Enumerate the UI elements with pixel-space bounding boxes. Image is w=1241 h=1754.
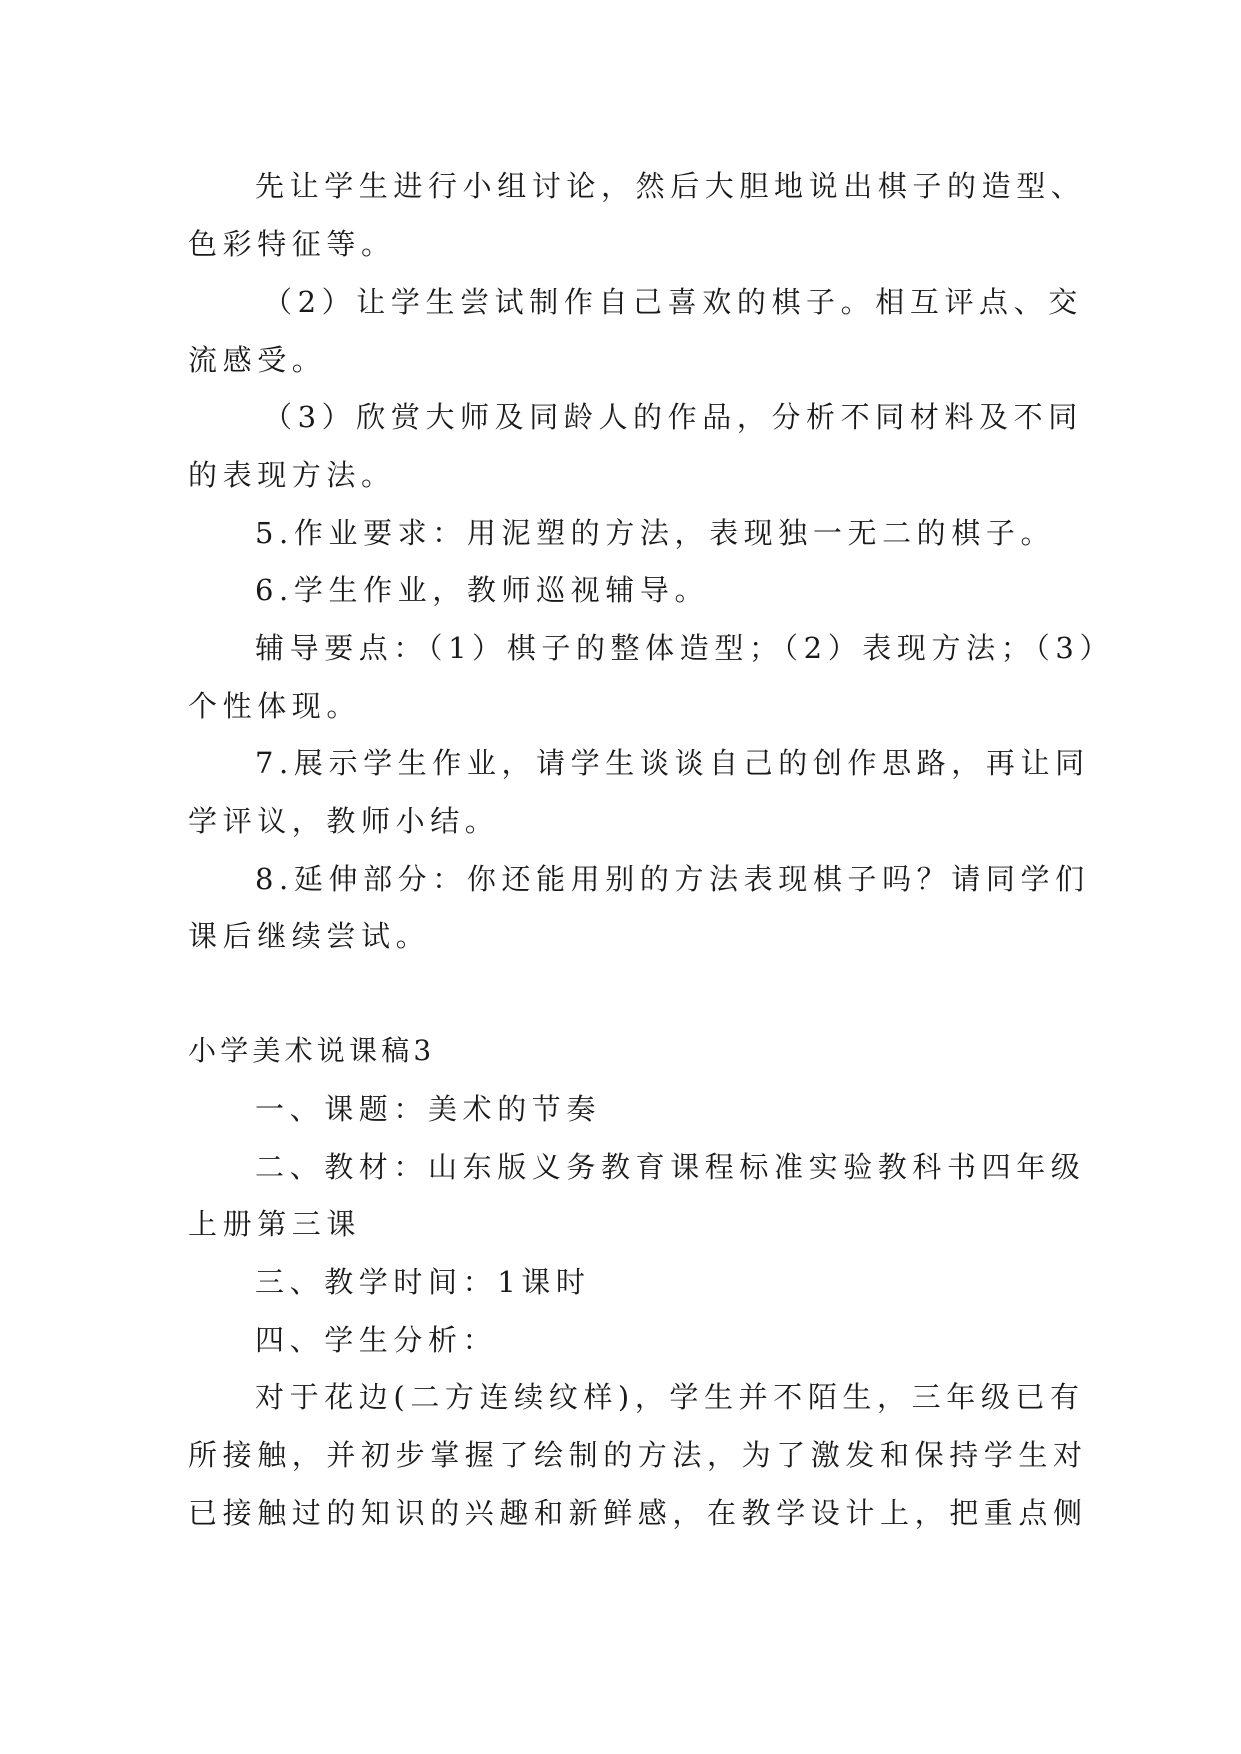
paragraph-line: 的表现方法。 [188, 458, 396, 492]
paragraph-line: 一、课题：美术的节奏 [255, 1092, 602, 1126]
paragraph-line: 上册第三课 [188, 1207, 362, 1241]
paragraph-line: 个性体现。 [188, 689, 362, 723]
paragraph-line: 已接触过的知识的兴趣和新鲜感，在教学设计上，把重点侧 [188, 1496, 1088, 1530]
paragraph-line: 7.展示学生作业，请学生谈谈自己的创作思路，再让同 [255, 746, 1090, 780]
paragraph-line: 5.作业要求：用泥塑的方法，表现独一无二的棋子。 [255, 516, 1056, 550]
paragraph-line: 学评议，教师小结。 [188, 804, 500, 838]
paragraph-line: 辅导要点：（1）棋子的整体造型；（2）表现方法；（3） [255, 631, 1115, 665]
paragraph-line: 先让学生进行小组讨论，然后大胆地说出棋子的造型、 [255, 169, 1086, 203]
paragraph-line: 8.延伸部分：你还能用别的方法表现棋子吗？请同学们 [255, 862, 1090, 896]
section-title: 小学美术说课稿3 [188, 1034, 436, 1067]
paragraph-line: 流感受。 [188, 343, 327, 377]
paragraph-line: （3）欣赏大师及同龄人的作品，分析不同材料及不同 [263, 400, 1083, 434]
paragraph-line: （2）让学生尝试制作自己喜欢的棋子。相互评点、交 [263, 285, 1083, 319]
paragraph-line: 四、学生分析： [255, 1323, 498, 1357]
paragraph-line: 课后继续尝试。 [188, 919, 431, 953]
paragraph-line: 对于花边(二方连续纹样)，学生并不陌生，三年级已有 [255, 1380, 1085, 1414]
paragraph-line: 二、教材：山东版义务教育课程标准实验教科书四年级 [255, 1150, 1086, 1184]
paragraph-line: 所接触，并初步掌握了绘制的方法，为了激发和保持学生对 [188, 1438, 1088, 1472]
paragraph-line: 6.学生作业，教师巡视辅导。 [255, 573, 710, 607]
paragraph-line: 色彩特征等。 [188, 227, 396, 261]
paragraph-line: 三、教学时间：1课时 [255, 1265, 591, 1299]
